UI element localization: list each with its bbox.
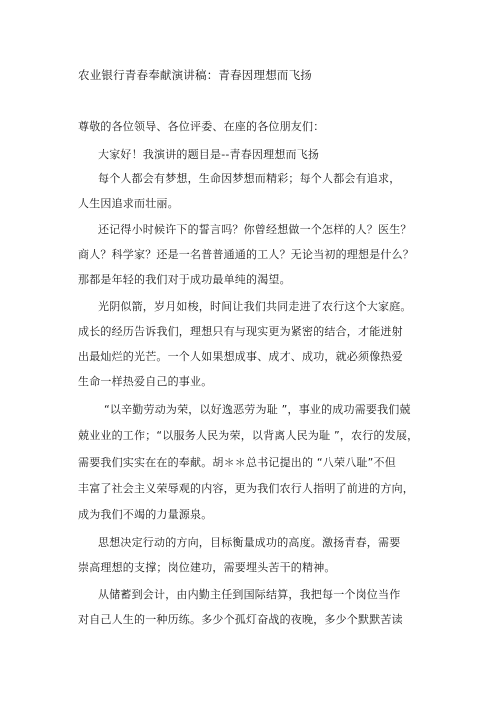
document-title: 农业银行青春奉献演讲稿：青春因理想而飞扬 — [78, 68, 312, 82]
paragraph-line: 崇高理想的支撑；岗位建功，需要埋头苦干的精神。 — [78, 561, 336, 574]
paragraph-line: 从储蓄到会计，由内勤主任到国际结算，我把每一个岗位当作 — [98, 588, 401, 601]
paragraph-line: 兢业业的工作；“以服务人民为荣，以背离人民为耻 ”，农行的发展， — [78, 429, 419, 442]
paragraph-line: 光阴似箭，岁月如梭，时间让我们共同走进了农行这个大家庭。 — [98, 300, 412, 313]
paragraph-line: 出最灿烂的光芒。一个人如果想成事、成才、成功，就必须像热爱 — [78, 350, 403, 363]
paragraph-line: “以辛勤劳动为荣，以好逸恶劳为耻 ”，事业的成功需要我们兢 — [104, 403, 411, 416]
paragraph-line: 需要我们实实在在的奉献。胡＊＊总书记提出的 “八荣八耻”不但 — [78, 456, 396, 469]
paragraph-line: 思想决定行动的方向，目标衡量成功的高度。激扬青春，需要 — [98, 536, 401, 549]
paragraph-line: 对自己人生的一种历练。多少个孤灯奋战的夜晚，多少个默默苦读 — [78, 613, 403, 626]
paragraph-line: 商人？科学家？还是一名普普通通的工人？无论当初的理想是什么？ — [78, 248, 414, 261]
paragraph-line: 大家好！我演讲的题目是--青春因理想而飞扬 — [98, 148, 320, 161]
paragraph-line: 成长的经历告诉我们，理想只有与现实更为紧密的结合，才能迸射 — [78, 325, 403, 338]
paragraph-line: 成为我们不竭的力量源泉。 — [78, 508, 213, 521]
paragraph-line: 那都是年轻的我们对于成功最单纯的渴望。 — [78, 273, 291, 286]
paragraph-line: 还记得小时候许下的誓言吗？你曾经想做一个怎样的人？医生？ — [98, 223, 412, 236]
paragraph-line: 每个人都会有梦想，生命因梦想而精彩；每个人都会有追求， — [98, 172, 401, 185]
paragraph-line: 生命一样热爱自己的事业。 — [78, 375, 213, 388]
paragraph-line: 人生因追求而壮丽。 — [78, 197, 179, 210]
paragraph-line: 丰富了社会主义荣辱观的内容，更为我们农行人指明了前进的方向， — [78, 482, 414, 495]
paragraph-line: 尊敬的各位领导、各位评委、在座的各位朋友们： — [78, 120, 325, 133]
